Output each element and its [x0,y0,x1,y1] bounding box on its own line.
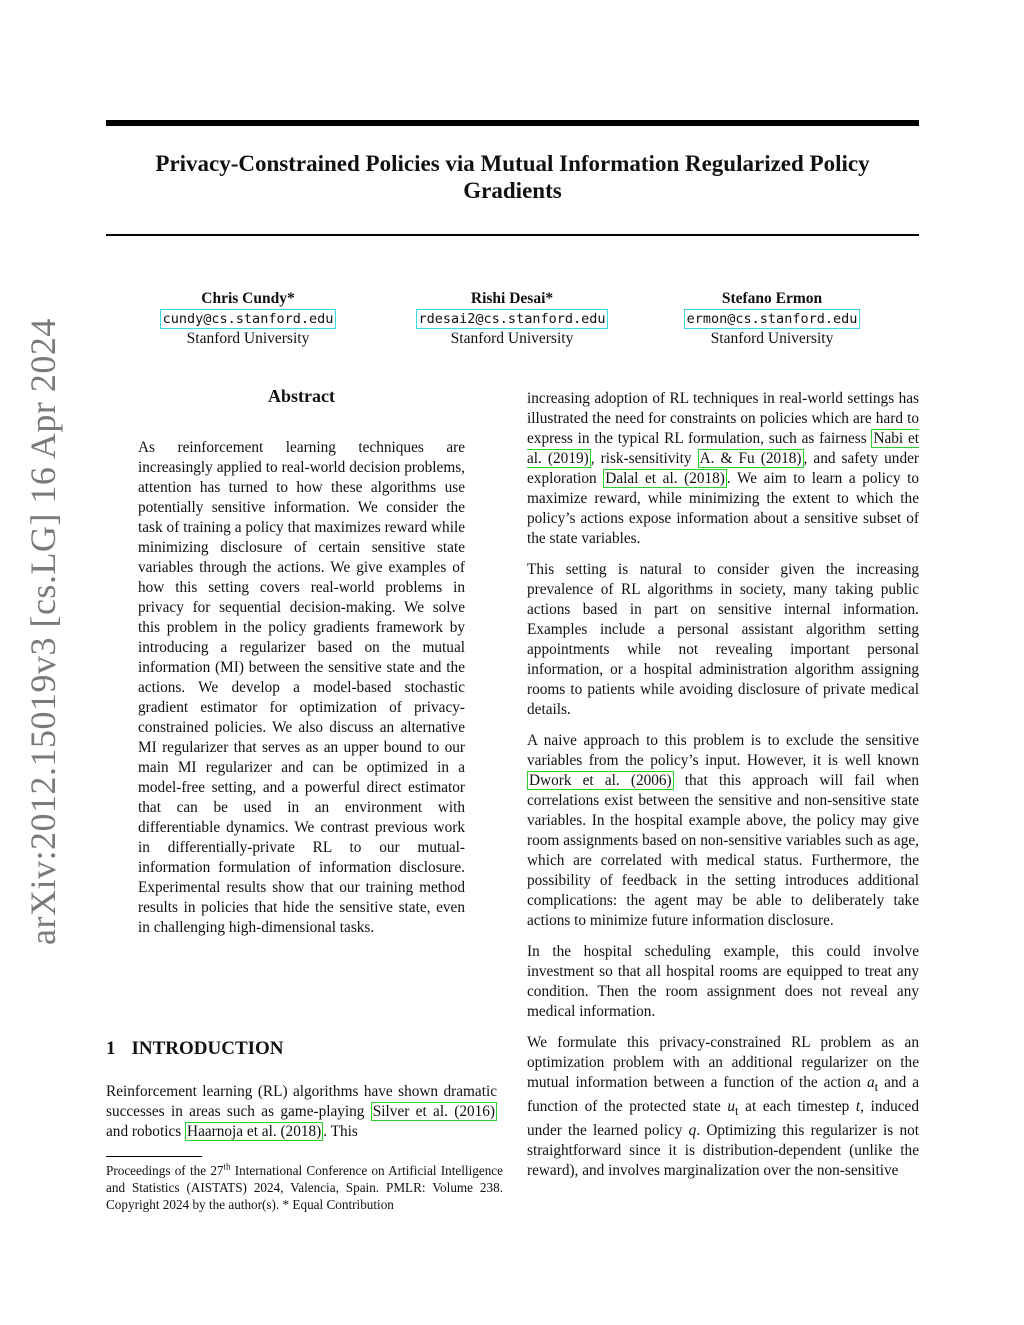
author-email-link[interactable]: rdesai2@cs.stanford.edu [416,309,609,329]
paragraph [527,731,919,931]
paragraph: This setting is natural to consider given the increasing prevalence of RL algorithms in society, many taking public actions based in part on sensitive internal information. Examples include a personal assistant algorithm setting appointments while not revealing important personal information, or a hospital administration algorithm assigning rooms to patients while avoiding disclosure of private medical details. [527,561,919,718]
text-run: increasing adoption of RL techniques in real-world settings has illustrated the need for constraints on policies which are hard to express in the typical RL formulation, such as fairness [527,390,919,447]
footnote [106,1162,503,1213]
paragraph [527,1033,919,1181]
text-run: Proceedings of the 27 [106,1163,224,1178]
author-affiliation: Stanford University [450,330,574,347]
section-number: 1 [106,1038,116,1059]
author-email-link[interactable]: cundy@cs.stanford.edu [160,309,337,329]
author-name: Rishi Desai* [470,290,554,307]
section-heading-introduction [106,1038,284,1060]
text-run: and robotics [106,1123,186,1140]
text-run: and a function of the protected state [527,1074,919,1116]
citation-link[interactable]: Haarnoja et al. (2018) [187,1123,322,1140]
text-run: , risk-sensitivity [590,450,698,467]
abstract-body: As reinforcement learning techniques are increasingly applied to real-world decision problems, attention has turned to how these algorithms use potentially sensitive information. We consider the task of training a policy that maximizes reward while minimizing disclosure of certain sensitive state variables through the actions. We give examples of how this setting covers real-world problems in privacy for sequential decision-making. We solve this problem in the policy gradients framework by introducing a regularizer based on the mutual information (MI) between the sensitive state and the actions. We develop a model-based stochastic gradient estimator for optimization of privacy-constrained policies. We also discuss an alternative MI regularizer that serves as an upper bound to our main MI regularizer and can be optimized in a model-free setting, and a powerful direct estimator that can be used in an environment with differentiable dynamics. We contrast previous work in differentially-private RL to our mutual-information formulation of information disclosure. Experimental results show that our training method results in policies that hide the sensitive state, even in challenging high-dimensional tasks. [138,439,465,936]
paragraph [527,389,919,549]
math-symbol: a [866,1074,875,1091]
citation-link[interactable]: Dwork et al. (2006) [529,772,672,789]
text-run: . This [323,1123,358,1140]
author-block-3 [652,289,892,349]
text-run: We formulate this privacy-constrained RL problem as an optimization problem with an additional regularizer on the mutual information between a function of the action [527,1034,919,1091]
text-run: Reinforcement learning (RL) algorithms have shown dramatic successes in areas such as game-playing [106,1083,497,1120]
text-run: , induced under the learned policy [527,1098,919,1140]
text-run: , and safety under exploration [527,450,919,487]
text-run: . Optimizing this regularizer is not straightforward since it is distribution-dependent (unlike the reward), and involves marginalization over the non-sensitive [527,1122,920,1180]
author-affiliation: Stanford University [186,330,310,347]
citation-link[interactable]: Dalal et al. (2018) [605,470,725,487]
right-column [527,389,919,1192]
math-symbol: t [855,1098,861,1116]
text-run: at each timestep [738,1098,856,1116]
title-rule-top [106,120,919,126]
arxiv-stamp: arXiv:2012.15019v3 [cs.LG] 16 Apr 2024 [23,318,63,945]
math-symbol: u [727,1098,736,1116]
text-run: . We aim to learn a policy to maximize reward, while minimizing the extent to which the policy’s actions expose information about a sensitive subset of the state variables. [527,470,919,547]
author-name: Stefano Ermon [721,290,823,307]
title-rule-bottom [106,234,919,236]
author-email-link[interactable]: ermon@cs.stanford.edu [684,309,861,329]
footnote-rule [106,1156,202,1157]
math-subscript: t [735,1104,739,1119]
superscript: th [223,1161,231,1172]
paragraph: In the hospital scheduling example, this could involve investment so that all hospital rooms are equipped to treat any condition. Then the room assignment does not reveal any medical information. [527,943,919,1020]
text-run: International Conference on Artificial Intelligence and Statistics (AISTATS) 2024, Valencia, Spain. PMLR: Volume 238. Copyright 2024 by the author(s). * Equal Contribution [106,1163,503,1212]
paper-title: Privacy-Constrained Policies via Mutual Information Regularized Policy Gradients [155,151,870,203]
math-subscript: t [874,1080,879,1095]
citation-link[interactable]: Silver et al. (2016) [372,1103,496,1120]
text-run: that this approach will fail when correlations exist between the sensitive and non-sensitive state variables. In the hospital example above, the policy may give room assignments based on non-sensitive variables such as age, which are correlated with medical status. Furthermore, the possibility of feedback in the setting introduces additional complications: the agent may be able to deliberately take actions to minimize future information disclosure. [527,772,919,929]
section-title: INTRODUCTION [131,1038,284,1059]
author-block-1 [128,289,368,349]
math-symbol: q [688,1122,697,1140]
author-affiliation: Stanford University [710,330,834,347]
citation-link[interactable]: Nabi et al. (2019) [527,430,919,467]
abstract-heading: Abstract [268,386,335,406]
author-block-2 [392,289,632,349]
citation-link[interactable]: A. & Fu (2018) [699,450,802,467]
text-run: A naive approach to this problem is to exclude the sensitive variables from the policy’s input. However, it is well known [527,732,919,769]
author-name: Chris Cundy* [201,290,295,307]
intro-paragraph [106,1082,497,1142]
